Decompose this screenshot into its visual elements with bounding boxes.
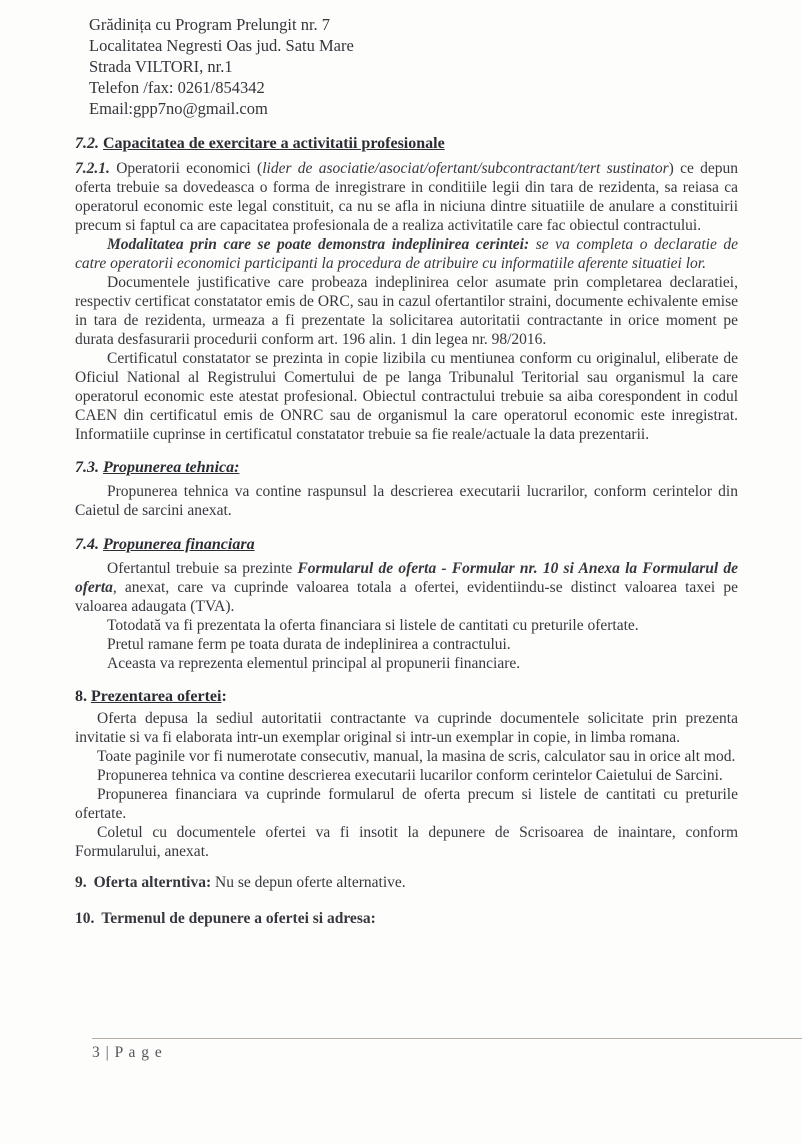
paragraph-7-3-body: Propunerea tehnica va contine raspunsul la descrierea executarii lucrarilor, conform cerintelor din Caietul de sarcini anexat.	[75, 483, 738, 519]
section-7-4-heading	[75, 535, 738, 555]
section-8-title: Prezentarea ofertei	[91, 688, 222, 705]
paragraph-toate-paginile: Toate paginile vor fi numerotate consecutiv, manual, la masina de scris, calculator sau in orice alt mod.	[97, 748, 736, 765]
section-7-3-number: 7.3.	[75, 459, 99, 476]
paragraph-modalitatea	[75, 235, 738, 273]
section-8-number: 8	[75, 688, 83, 705]
paragraph-coletul: Coletul cu documentele ofertei va fi insotit la depunere de Scrisoarea de inaintare, conform Formularului, anexat.	[75, 824, 738, 860]
paragraph-7-2-1	[75, 159, 738, 235]
section-7-3-heading	[75, 458, 738, 478]
paragraph-propunerea-financiara: Propunerea financiara va cuprinde formularul de oferta precum si listele de cantitati cu preturile ofertate.	[75, 786, 738, 822]
section-10-number: 10.	[75, 910, 95, 927]
section-8-colon: :	[221, 688, 227, 705]
paragraph-ofertantul-pre: Ofertantul trebuie sa prezinte	[107, 560, 293, 577]
paragraph-7-2-1-italic: lider de asociatie/asociat/ofertant/subcontractant/tert sustinator	[262, 160, 669, 177]
paragraph-ofertantul-bold: Formularul de oferta - Formular nr. 10 si Anexa la Formularul de oferta	[75, 560, 739, 596]
section-7-4-title: Propunerea financiara	[103, 536, 255, 553]
letterhead-locality: Localitatea Negresti Oas jud. Satu Mare	[89, 36, 354, 55]
paragraph-aceasta: Aceasta va reprezenta elementul principal al propunerii financiare.	[107, 655, 521, 672]
section-7-3-title: Propunerea tehnica:	[103, 459, 240, 476]
letterhead-org-name: Grădinița cu Program Prelungit nr. 7	[89, 15, 331, 34]
paragraph-totodata: Totodată va fi prezentata la oferta financiara si listele de cantitati cu preturile ofertate.	[107, 617, 639, 634]
section-8-heading	[75, 687, 738, 707]
paragraph-certificatul: Certificatul constatator se prezinta in copie lizibila cu mentiunea conform cu originalul, eliberate de Oficiul National al Registrului Comertului de pe langa Tribunalul Teritorial sau organismul la care operatorul economic este atestat profesional. Obiectul contractului trebuie sa aiba corespondent in codul CAEN din certificatul emis de ONRC sau de organismul la care operatorul economic este inregistrat. Informatiile cuprinse in certificatul constatator trebuie sa fie reale/actuale la data prezentarii.	[75, 350, 738, 443]
section-9-line	[75, 873, 738, 892]
paragraph-documentele: Documentele justificative care probeaza indeplinirea celor asumate prin completarea declaratiei, respectiv certificat constatator emis de ORC, sau in cazul ofertantilor straini, documente echivalente emise in tara de rezidenta, urmeaza a fi prezentate la solicitarea autoritatii contractante in orice moment pe durata desfasurarii procedurii conform art. 196 alin. 1 din legea nr. 98/2016.	[75, 274, 738, 348]
section-7-2-number: 7.2.	[75, 135, 99, 152]
section-8-dot: .	[83, 688, 87, 705]
paragraph-7-2-1-pre: Operatorii economici (	[116, 160, 263, 177]
section-7-2-title: Capacitatea de exercitare a activitatii profesionale	[103, 135, 445, 152]
section-7-2-heading	[75, 134, 738, 154]
paragraph-propunerea-tehnica: Propunerea tehnica va contine descrierea executarii lucarilor conform cerintelor Caietului de Sarcini.	[97, 767, 723, 784]
section-9-number: 9.	[75, 874, 87, 891]
paragraph-7-2-1-number: 7.2.1.	[75, 160, 110, 177]
section-7-4-number: 7.4.	[75, 536, 99, 553]
footer-divider	[92, 1038, 802, 1039]
paragraph-7-2-1-post: ) ce depun oferta trebuie sa dovedeasca o forma de inregistrare in conditiile legii din tara de rezidenta, sa reiasa ca operatorul economic este legal constituit, ca nu se afla in niciuna dintre situatiile de anulare a constituirii precum si faptul ca are capacitatea profesionala de a realiza activitatile care fac obiectul contractului.	[75, 160, 739, 234]
section-9-body: Nu se depun oferte alternative.	[215, 874, 406, 891]
section-10-title: Termenul de depunere a ofertei si adresa:	[101, 910, 376, 927]
letterhead	[75, 14, 738, 119]
paragraph-oferta-depusa: Oferta depusa la sediul autoritatii contractante va cuprinde documentele solicitate prin prezenta invitatie si va fi elaborata intr-un exemplar original si intr-un exemplar in copie, in limba romana.	[75, 710, 738, 746]
paragraph-ofertantul-post: , anexat, care va cuprinde valoarea totala a ofertei, evidentiindu-se distinct valoarea taxei pe valoarea adaugata (TVA).	[75, 579, 738, 615]
letterhead-phone: Telefon /fax: 0261/854342	[89, 78, 265, 97]
section-9-title: Oferta alterntiva:	[93, 874, 212, 891]
section-10-heading	[75, 909, 738, 928]
paragraph-pretul: Pretul ramane ferm pe toata durata de indeplinirea a contractului.	[107, 636, 511, 653]
page-number: 3 | P a g e	[92, 1044, 163, 1061]
paragraph-modalitatea-lead: Modalitatea prin care se poate demonstra indeplinirea cerintei:	[107, 236, 530, 253]
paragraph-ofertantul	[75, 559, 738, 616]
letterhead-street: Strada VILTORI, nr.1	[89, 57, 233, 76]
paragraph-modalitatea-rest: se va completa o declaratie de catre operatorii economici participanti la procedura de atribuire cu informatiile aferente situatiei lor.	[75, 236, 739, 272]
letterhead-email: Email:gpp7no@gmail.com	[89, 99, 268, 118]
document-body	[75, 134, 738, 928]
